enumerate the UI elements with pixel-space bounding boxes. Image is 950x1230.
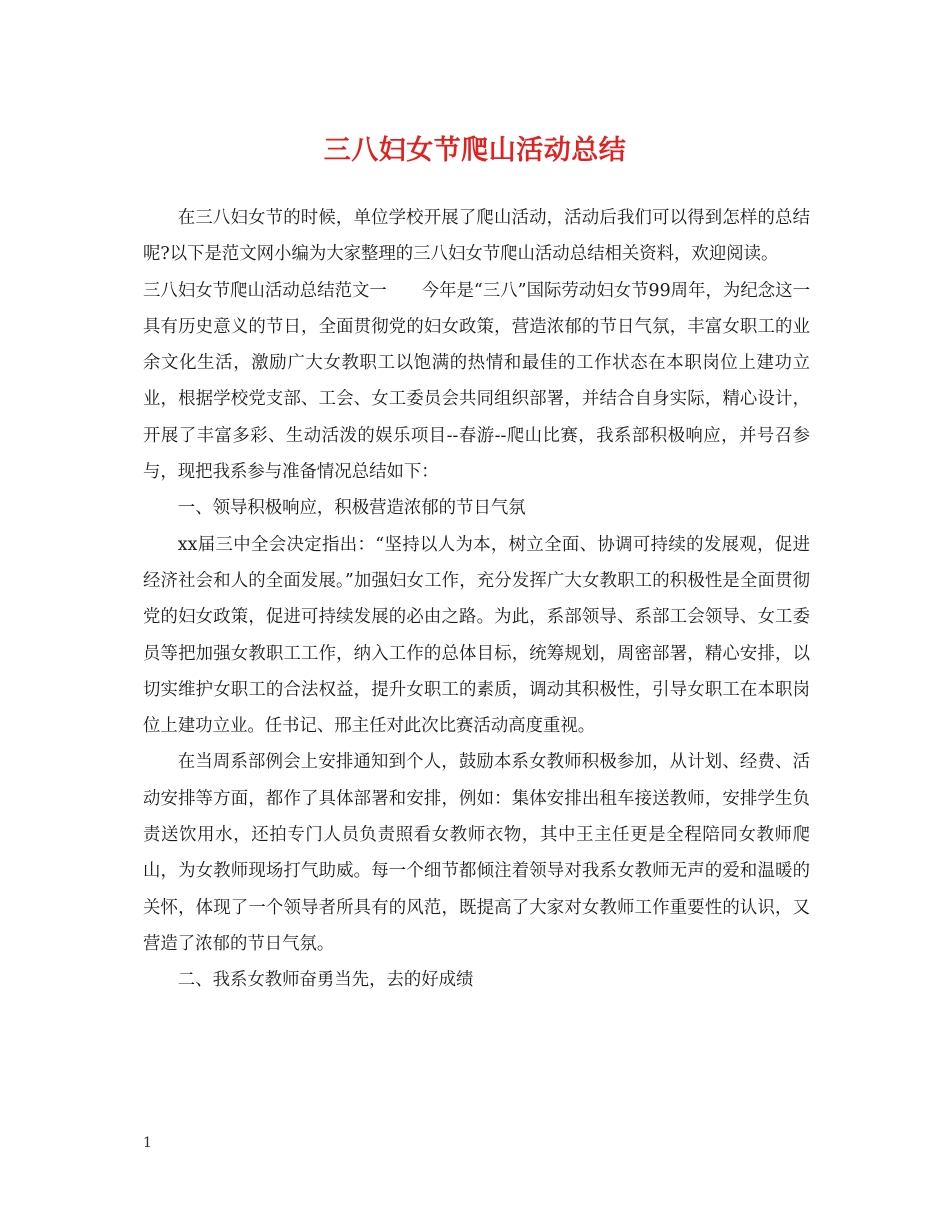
paragraph-intro: 在三八妇女节的时候，单位学校开展了爬山活动，活动后我们可以得到怎样的总结呢?以下是范文网小编为大家整理的三八妇女节爬山活动总结相关资料，欢迎阅读。: [143, 208, 810, 265]
section-heading-one: 一、领导积极响应，积极营造浓郁的节日气氛: [177, 498, 526, 519]
paragraph-arrangement: 在当周系部例会上安排通知到个人，鼓励本系女教师积极参加，从计划、经费、活动安排等方面，都作了具体部署和安排，例如：集体安排出租车接送教师，安排学生负责送饮用水，还拍专门人员负责照看女教师衣物，其中王主任更是全程陪同女教师爬山，为女教师现场打气助威。每一个细节都倾注着领导对我系女教师无声的爱和温暖的关怀，体现了一个领导者所具有的风范，既提高了大家对女教师工作重要性的认识，又营造了浓郁的节日气氛。: [143, 752, 810, 954]
paragraph-policy: xx届三中全会决定指出：“坚持以人为本，树立全面、协调可持续的发展观，促进经济社会和人的全面发展。”加强妇女工作，充分发挥广大女教职工的积极性是全面贯彻党的妇女政策，促进可持续发展的必由之路。为此，系部领导、系部工会领导、女工委员等把加强女教职工工作，纳入工作的总体目标，统筹规划，周密部署，精心安排，以切实维护女职工的合法权益，提升女职工的素质，调动其积极性，引导女职工在本职岗位上建功立业。任书记、邢主任对此次比赛活动高度重视。: [143, 534, 810, 737]
section-heading-two: 二、我系女教师奋勇当先，去的好成绩: [177, 970, 474, 991]
document-body: [143, 200, 810, 999]
document-title: 三八妇女节爬山活动总结: [323, 135, 627, 166]
paragraph-sample-one: 三八妇女节爬山活动总结范文一 今年是“三八”国际劳动妇女节99周年，为纪念这一具有历史意义的节日，全面贯彻党的妇女政策，营造浓郁的节日气氛，丰富女职工的业余文化生活，激励广大女教职工以饱满的热情和最佳的工作状态在本职岗位上建功立业，根据学校党支部、工会、女工委员会共同组织部署，并结合自身实际，精心设计，开展了丰富多彩、生动活泼的娱乐项目--春游--爬山比赛，我系部积极响应，并号召参与，现把我系参与准备情况总结如下：: [143, 280, 810, 483]
page-number: 1: [143, 1135, 152, 1151]
